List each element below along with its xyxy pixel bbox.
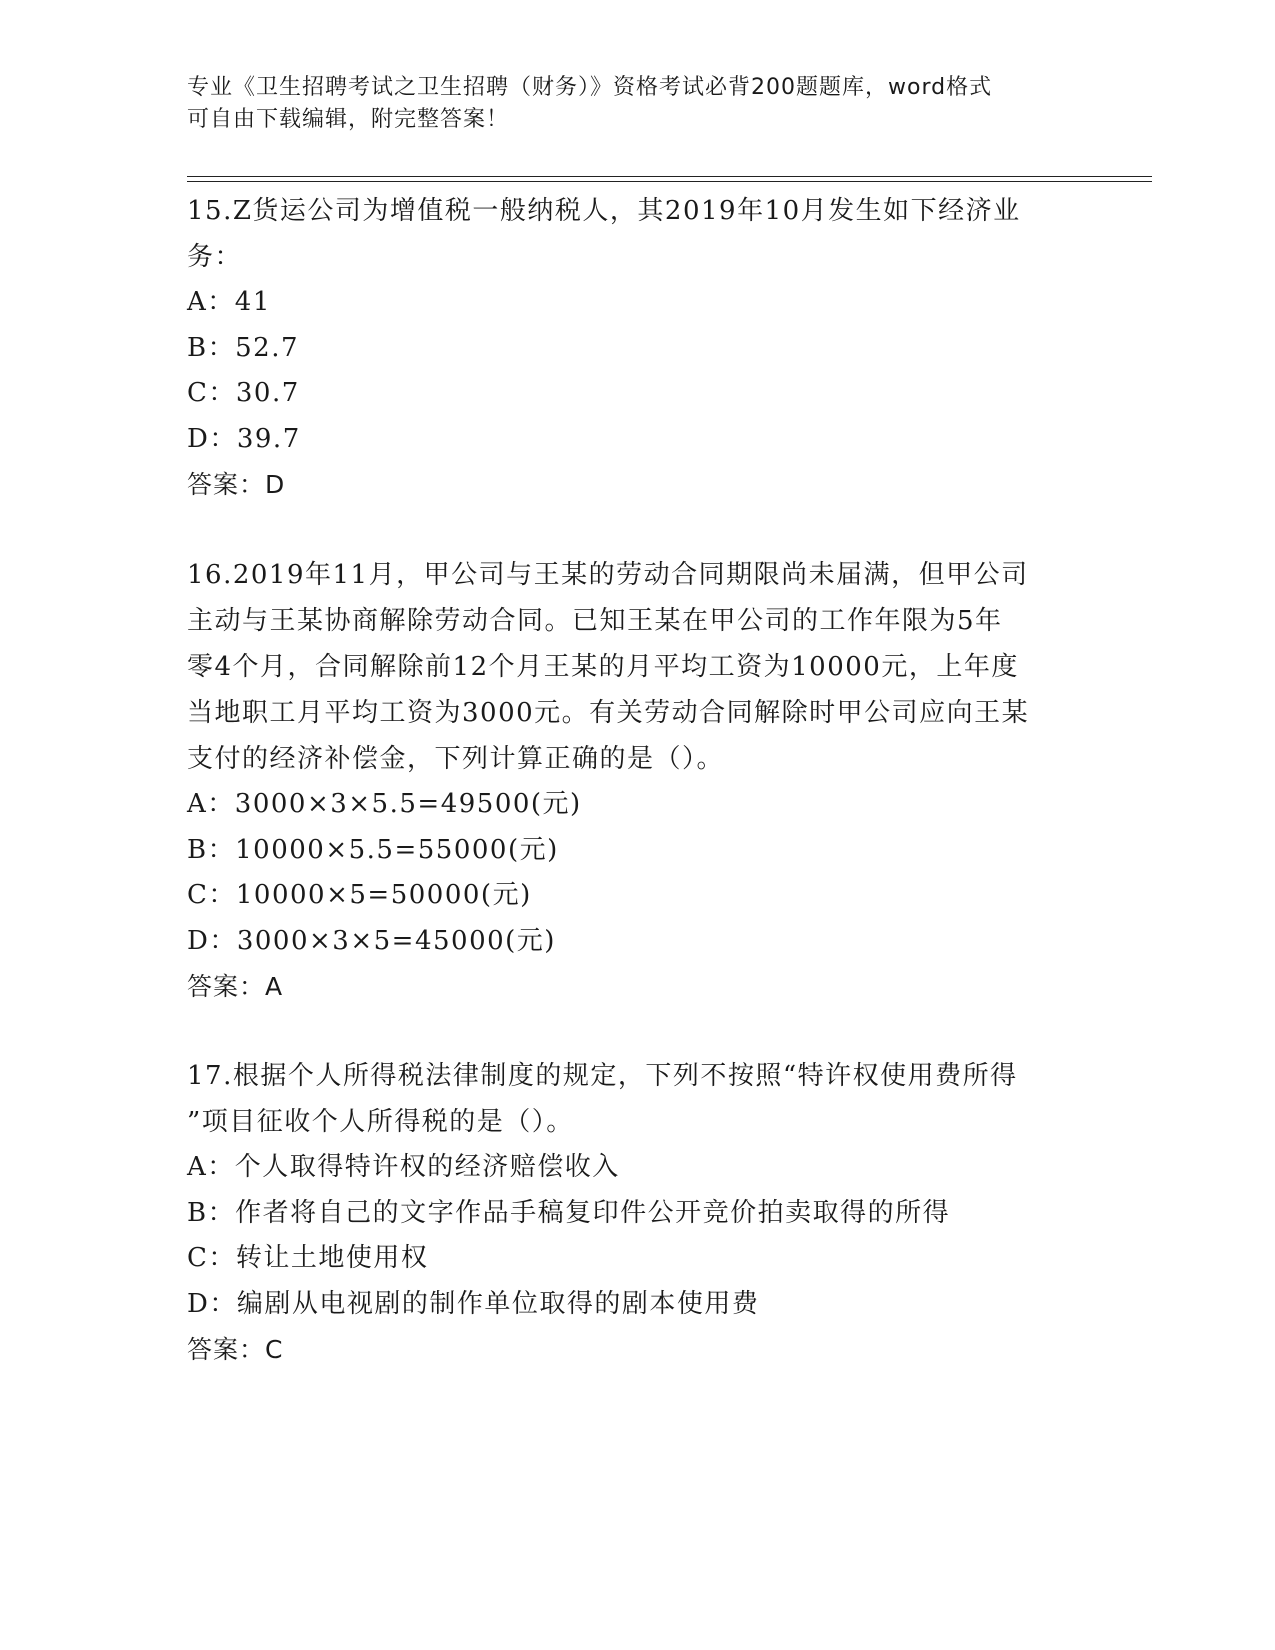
question-stem-line: 主动与王某协商解除劳动合同。已知王某在甲公司的工作年限为5年	[187, 606, 1003, 636]
question-stem-line: 17.根据个人所得税法律制度的规定，下列不按照“特许权使用费所得	[187, 1061, 1018, 1091]
option-d: D：3000×3×5=45000(元)	[187, 925, 556, 956]
header-line-1: 专业《卫生招聘考试之卫生招聘（财务）》资格考试必背200题题库，word格式	[187, 75, 993, 100]
option-d: D：39.7	[187, 423, 301, 454]
option-b: B：52.7	[187, 332, 299, 363]
question-stem-line: ”项目征收个人所得税的是（）。	[187, 1107, 574, 1137]
option-a: A：3000×3×5.5=49500(元)	[187, 789, 582, 819]
document-header	[187, 72, 1067, 136]
question-16	[187, 552, 1077, 1010]
option-c: C：转让土地使用权	[187, 1243, 429, 1273]
question-stem-line: 支付的经济补偿金，下列计算正确的是（）。	[187, 744, 725, 774]
answer-line: 答案：A	[187, 972, 284, 1001]
question-17	[187, 1053, 1077, 1373]
option-c: C：30.7	[187, 378, 300, 408]
answer-line: 答案：C	[187, 1335, 284, 1364]
option-a: A：个人取得特许权的经济赔偿收入	[187, 1152, 620, 1182]
question-stem-line: 零4个月，合同解除前12个月王某的月平均工资为10000元，上年度	[187, 652, 1019, 682]
question-stem-line: 当地职工月平均工资为3000元。有关劳动合同解除时甲公司应向王某	[187, 698, 1030, 728]
question-stem-line: 务：	[187, 242, 243, 272]
question-15	[187, 188, 1077, 508]
option-b: B：作者将自己的文字作品手稿复印件公开竞价拍卖取得的所得	[187, 1197, 951, 1228]
question-stem-line: 15.Z货运公司为增值税一般纳税人，其2019年10月发生如下经济业	[187, 196, 1021, 226]
header-divider-top	[187, 176, 1152, 177]
header-divider-bottom	[187, 181, 1152, 182]
question-stem-line: 16.2019年11月，甲公司与王某的劳动合同期限尚未届满，但甲公司	[187, 560, 1029, 590]
option-d: D：编剧从电视剧的制作单位取得的剧本使用费	[187, 1288, 760, 1319]
header-line-2: 可自由下载编辑，附完整答案！	[187, 107, 510, 132]
answer-line: 答案：D	[187, 470, 286, 499]
option-c: C：10000×5=50000(元)	[187, 880, 532, 910]
option-a: A：41	[187, 287, 271, 317]
option-b: B：10000×5.5=55000(元)	[187, 834, 559, 865]
